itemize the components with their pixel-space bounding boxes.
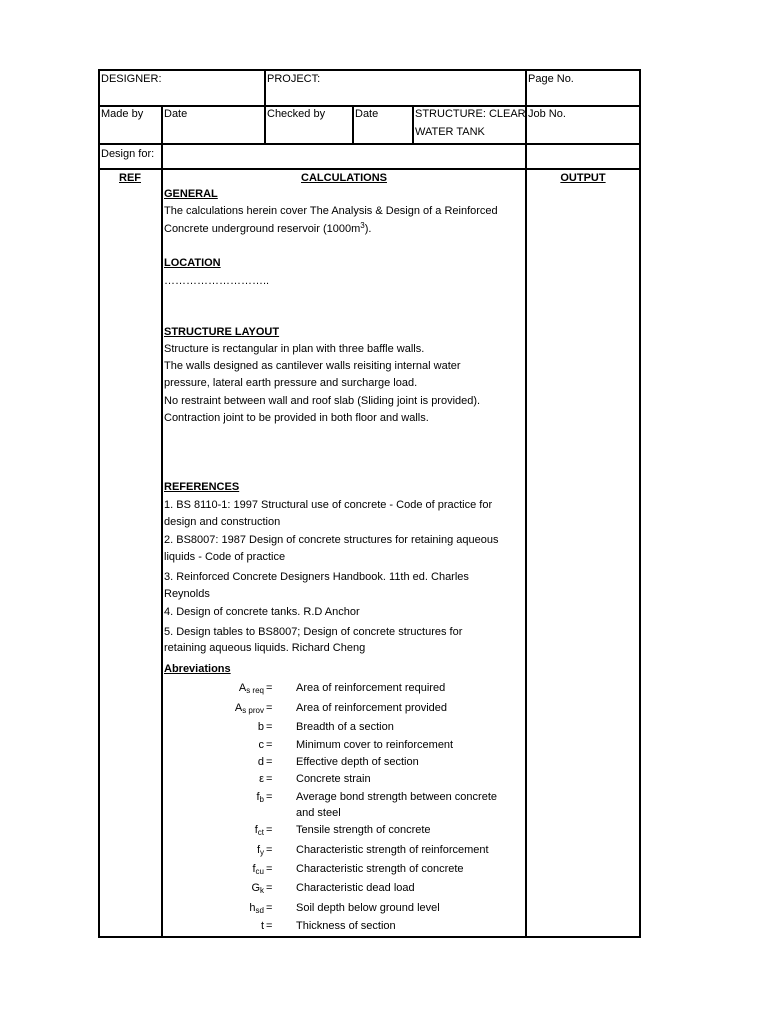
abbreviation-definition: Characteristic dead load <box>296 882 415 894</box>
abbreviation-symbol-subscript: sd <box>255 906 264 915</box>
abbreviation-symbol <box>186 822 264 839</box>
calculation-sheet <box>98 69 641 938</box>
abbreviation-symbol-subscript: y <box>260 848 264 857</box>
structure-layout-line: Structure is rectangular in plan with three baffle walls. <box>164 343 425 355</box>
abbreviation-equals: = <box>266 902 273 914</box>
project-label: PROJECT: <box>267 73 321 85</box>
abbreviation-definition: Concrete strain <box>296 773 371 785</box>
rule-col-project <box>264 69 266 145</box>
abbreviation-symbol <box>186 719 264 736</box>
abbreviation-symbol <box>186 789 264 806</box>
abbreviation-symbol-main: t <box>260 920 264 932</box>
abbreviation-equals: = <box>266 863 273 875</box>
checked-by-label: Checked by <box>267 108 326 120</box>
abbreviation-symbol <box>186 861 264 878</box>
location-heading: LOCATION <box>164 257 221 269</box>
abbreviation-symbol-subscript: cu <box>255 867 264 876</box>
abbreviation-definition: Characteristic strength of concrete <box>296 863 464 875</box>
structure-label-line2: WATER TANK <box>415 126 485 138</box>
abbreviation-definition: Average bond strength between concrete <box>296 791 497 803</box>
page-no-label: Page No. <box>528 73 574 85</box>
abbreviation-symbol-main: f <box>252 863 256 875</box>
abbreviation-definition: Characteristic strength of reinforcement <box>296 844 489 856</box>
abbreviation-symbol-subscript: b <box>259 795 264 804</box>
abbreviation-equals: = <box>266 756 273 768</box>
references-heading: REFERENCES <box>164 481 240 493</box>
reference-line: design and construction <box>164 516 281 528</box>
reference-line: 3. Reinforced Concrete Designers Handbook. 11th ed. Charles <box>164 571 469 583</box>
abbreviation-symbol <box>186 754 264 771</box>
structure-layout-line: Contraction joint to be provided in both floor and walls. <box>164 412 429 424</box>
abbreviation-equals: = <box>266 824 273 836</box>
design-for-label: Design for: <box>101 148 155 160</box>
job-no-label: Job No. <box>528 108 566 120</box>
abbreviation-symbol-main: h <box>249 902 256 914</box>
rule-col-structure <box>412 105 414 145</box>
abbreviation-symbol-main: d <box>257 756 264 768</box>
general-heading: GENERAL <box>164 188 218 200</box>
calculations-column-heading: CALCULATIONS <box>301 172 387 184</box>
abbreviation-symbol-main: A <box>238 682 247 694</box>
abbreviation-definition: Area of reinforcement provided <box>296 702 448 714</box>
reference-line: 4. Design of concrete tanks. R.D Anchor <box>164 606 360 618</box>
date-label: Date <box>164 108 188 120</box>
abbreviation-symbol <box>186 900 264 917</box>
abbreviation-definition: Thickness of section <box>296 920 396 932</box>
general-line2 <box>164 221 371 238</box>
output-column-heading: OUTPUT <box>560 172 606 184</box>
abbreviation-definition: Effective depth of section <box>296 756 419 768</box>
abbreviation-symbol <box>186 737 264 754</box>
abbreviation-equals: = <box>266 882 273 894</box>
abbreviation-definition: Soil depth below ground level <box>296 902 440 914</box>
abbreviation-symbol-subscript: ct <box>257 828 264 837</box>
structure-layout-line: The walls designed as cantilever walls reisiting internal water <box>164 360 461 372</box>
abbreviation-definition: Tensile strength of concrete <box>296 824 431 836</box>
general-line2-superscript: 3 <box>360 221 365 230</box>
abbreviation-symbol-subscript: s prov <box>242 706 264 715</box>
made-by-label: Made by <box>101 108 144 120</box>
abbreviation-definition: Breadth of a section <box>296 721 394 733</box>
abbreviation-symbol <box>186 880 264 897</box>
structure-layout-line: No restraint between wall and roof slab (Sliding joint is provided). <box>164 395 481 407</box>
border-right <box>639 69 641 938</box>
abbreviation-symbol <box>186 700 264 717</box>
abbreviation-symbol-main: f <box>256 791 260 803</box>
border-bottom <box>98 936 641 938</box>
general-line2-end: ). <box>364 223 372 235</box>
general-line1: The calculations herein cover The Analysis & Design of a Reinforced <box>164 205 498 217</box>
general-line2-text: Concrete underground reservoir (1000m <box>164 223 361 235</box>
abbreviation-equals: = <box>266 791 273 803</box>
location-value: ……………………….. <box>164 275 270 287</box>
reference-line: 5. Design tables to BS8007; Design of concrete structures for <box>164 626 463 638</box>
reference-line: liquids - Code of practice <box>164 551 286 563</box>
abbreviation-symbol-main: c <box>258 739 264 751</box>
abbreviation-definition: Minimum cover to reinforcement <box>296 739 454 751</box>
abbreviation-symbol <box>186 918 264 935</box>
date-label-checked: Date <box>355 108 379 120</box>
abbreviation-symbol <box>186 771 264 788</box>
abbreviation-equals: = <box>266 739 273 751</box>
structure-label-line1: STRUCTURE: CLEAR <box>415 108 526 120</box>
structure-layout-heading: STRUCTURE LAYOUT <box>164 326 280 338</box>
abbreviation-equals: = <box>266 773 273 785</box>
abbreviation-symbol-main: f <box>256 844 260 856</box>
abbreviation-symbol-subscript: k <box>260 886 264 895</box>
abbreviation-symbol-main: G <box>251 882 260 894</box>
abbreviation-symbol-main: f <box>254 824 258 836</box>
abbreviation-symbol-main: ε <box>259 773 264 785</box>
abbreviation-symbol <box>186 842 264 859</box>
abbreviation-equals: = <box>266 920 273 932</box>
rule-row2 <box>98 143 641 145</box>
abbreviation-definition: and steel <box>296 807 341 819</box>
rule-col-date2 <box>352 105 354 145</box>
abbreviation-equals: = <box>266 721 273 733</box>
reference-line: Reynolds <box>164 588 210 600</box>
abbreviation-equals: = <box>266 702 273 714</box>
abbreviation-equals: = <box>266 844 273 856</box>
abbreviation-definition: Area of reinforcement required <box>296 682 446 694</box>
reference-line: retaining aqueous liquids. Richard Cheng <box>164 642 366 654</box>
reference-line: 1. BS 8110-1: 1997 Structural use of concrete - Code of practice for <box>164 499 493 511</box>
ref-column-heading: REF <box>119 172 141 184</box>
rule-col-output <box>525 69 527 938</box>
abbreviation-symbol <box>186 680 264 697</box>
reference-line: 2. BS8007: 1987 Design of concrete structures for retaining aqueous <box>164 534 499 546</box>
rule-col-ref <box>161 105 163 938</box>
abbreviations-heading: Abreviations <box>164 663 231 675</box>
abbreviation-equals: = <box>266 682 273 694</box>
abbreviation-symbol-main: b <box>257 721 264 733</box>
abbreviation-symbol-subscript: s req <box>246 686 264 695</box>
abbreviation-symbol-main: A <box>234 702 243 714</box>
structure-layout-line: pressure, lateral earth pressure and surcharge load. <box>164 377 418 389</box>
designer-label: DESIGNER: <box>101 73 162 85</box>
border-left <box>98 69 100 938</box>
